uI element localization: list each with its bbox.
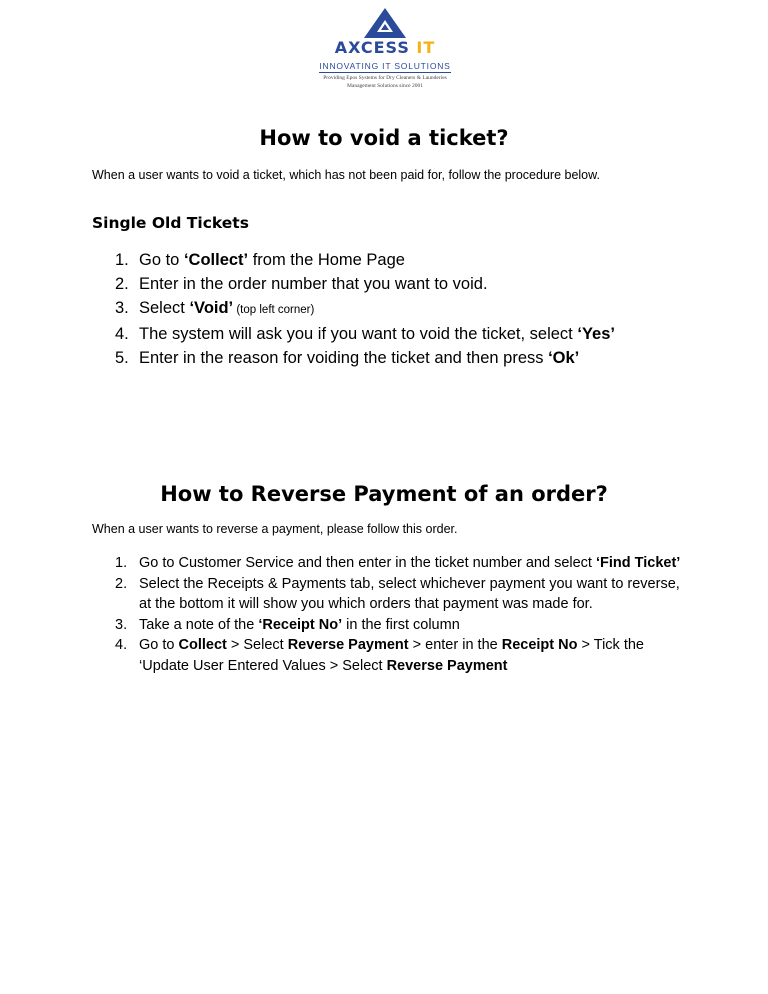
company-logo [300,8,470,88]
list-item: 4. Go to Collect > Select Reverse Payment > enter in the Receipt No > Tick the ‘Update User Entered Values > Select Reverse Payment [115,637,644,674]
section1-subheading: Single Old Tickets [92,214,249,232]
section1-title: How to void a ticket? [259,126,509,150]
list-item: 1. Go to Customer Service and then enter in the ticket number and select ‘Find Ticket’ [115,555,681,571]
list-item: 2. Select the Receipts & Payments tab, select whichever payment you want to reverse, at the bottom it will show you which orders that payment was made for. [115,575,680,612]
logo-subline-1: Providing Epos Systems for Dry Cleaners & Launderies [323,75,447,81]
list-item: 4. The system will ask you if you want to void the ticket, select ‘Yes’ [115,325,615,343]
list-item: 2. Enter in the order number that you want to void. [115,275,488,293]
list-item: 5. Enter in the reason for voiding the ticket and then press ‘Ok’ [115,349,580,367]
void-steps-list [115,248,675,370]
list-item: 3. Take a note of the ‘Receipt No’ in the first column [115,616,460,633]
logo-triangle-icon [364,8,406,38]
section2-title: How to Reverse Payment of an order? [160,482,608,506]
logo-brand: AXCESS IT [334,38,436,57]
reverse-payment-steps-list [115,553,685,676]
list-item: 3. Select ‘Void’ (top left corner) [115,299,315,317]
section2-intro: When a user wants to reverse a payment, please follow this order. [92,522,458,536]
logo-tagline: INNOVATING IT SOLUTIONS [319,61,451,71]
logo-subline-2: Management Solutions since 2001 [347,83,423,89]
list-item: 1. Go to ‘Collect’ from the Home Page [115,251,405,269]
section1-intro: When a user wants to void a ticket, which has not been paid for, follow the procedure below. [92,168,600,182]
